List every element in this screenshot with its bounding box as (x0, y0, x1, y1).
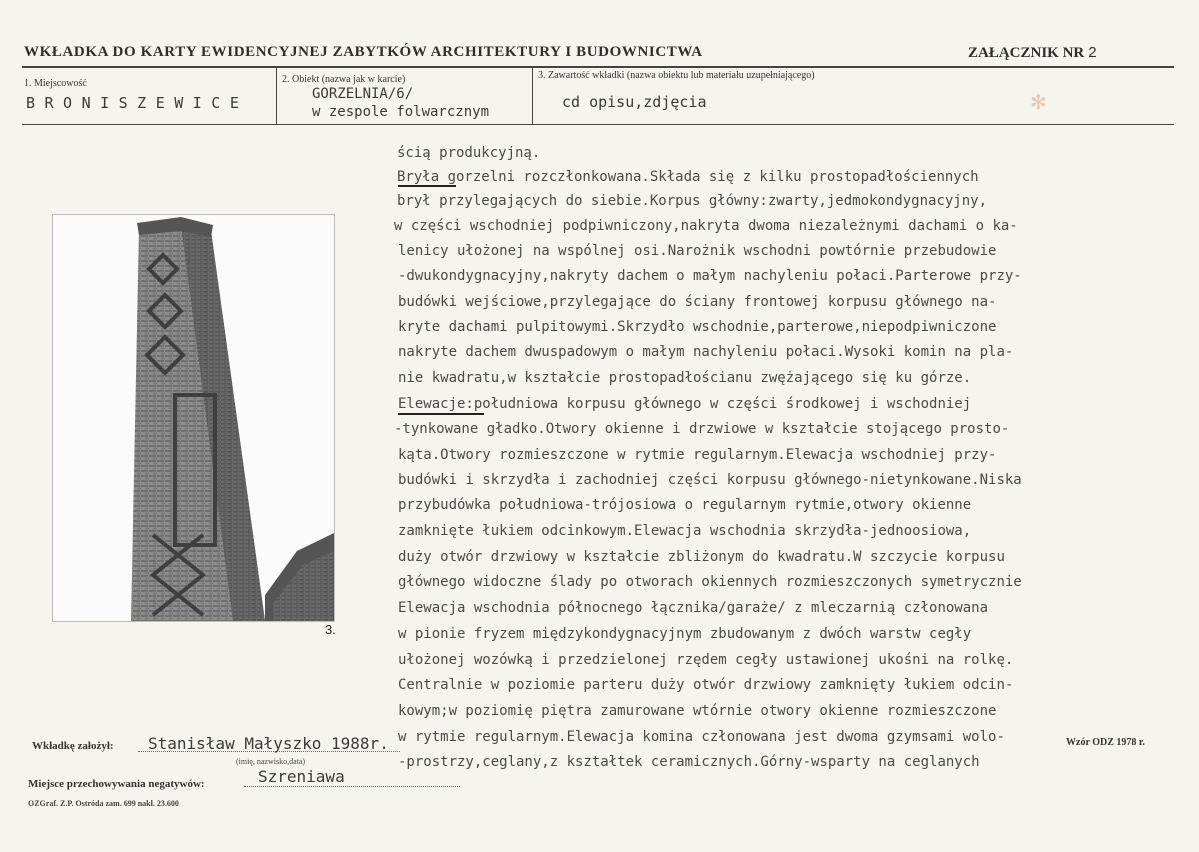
content-value: cd opisu,zdjęcia (562, 93, 707, 111)
header-top-rule (22, 66, 1174, 68)
text-line: -dwukondygnacyjny,nakryty dachem o małym nachyleniu połaci.Parterowe przy- (398, 268, 1022, 284)
text-line: nie kwadratu,w kształcie prostopadłościanu zwężającego się ku górze. (398, 370, 972, 386)
text-line: głównego widoczne ślady po otworach okiennych rozmieszczonych symetrycznie (398, 574, 1022, 590)
text-line: Bryła gorzelni rozczłonkowana.Składa się z kilku prostopadłościennych (397, 169, 979, 185)
text-line: przybudówka południowa-trójosiowa o regularnym rytmie,otwory okienne (398, 497, 972, 513)
chimney-photo (52, 214, 335, 622)
author-label: Wkładkę założył: (32, 740, 114, 752)
field-divider-2 (532, 66, 533, 124)
place-label: 1. Miejscowość (24, 78, 87, 89)
text-line: lenicy ułożonej na wspólnej osi.Narożnik wschodni powtórnie przebudowie (398, 243, 997, 259)
text-line: budówki i skrzydła i zachodniej części korpusu głównego-nietynkowane.Niska (398, 472, 1022, 488)
text-line: kąta.Otwory rozmieszczone w rytmie regularnym.Elewacja wschodniej przy- (398, 447, 997, 463)
text-line: budówki wejściowe,przylegające do ściany frontowej korpusu głównego na- (398, 294, 997, 310)
author-hint: (imię, nazwisko,data) (236, 757, 306, 766)
text-line: duży otwór drzwiowy w kształcie zbliżonym do kwadratu.W szczycie korpusu (398, 549, 1005, 565)
annex-label: ZAŁĄCZNIK NR (968, 45, 1085, 61)
text-line: w pionie fryzem międzykondygnacyjnym zbudowanym z dwóch warstw cegły (398, 626, 972, 642)
text-line: Elewacja wschodnia północnego łącznika/garaże/ z mleczarnią członowana (398, 600, 989, 616)
text-line: w rytmie regularnym.Elewacja komina członowana jest dwoma gzymsami wolo- (398, 729, 1005, 745)
form-title: WKŁADKA DO KARTY EWIDENCYJNEJ ZABYTKÓW ARCHITEKTURY I BUDOWNICTWA (24, 44, 703, 60)
storage-label: Miejsce przechowywania negatywów: (28, 778, 205, 790)
printer-info: OZGraf. Z.P. Ostróda zam. 699 nakł. 23.600 (28, 799, 179, 808)
field-divider-1 (276, 66, 277, 124)
underline-elewacje (398, 413, 484, 415)
place-value: BRONISZEWICE (26, 94, 249, 112)
object-value-line-1: GORZELNIA/6/ (312, 86, 414, 102)
header-bottom-rule (22, 124, 1174, 125)
object-value-line-2: w zespole folwarcznym (312, 104, 490, 120)
text-line: brył przylegających do siebie.Korpus główny:zwarty,jedmokondygnacyjny, (397, 193, 988, 209)
pattern-label: Wzór ODZ 1978 r. (1066, 737, 1145, 748)
text-line: kryte dachami pulpitowymi.Skrzydło wschodnie,parterowe,niepodpiwniczone (398, 319, 997, 335)
content-label: 3. Zawartość wkładki (nazwa obiektu lub materiału uzupełniającego) (538, 70, 815, 81)
author-dotted-line (138, 751, 400, 752)
stamp-mark-icon: ✻ (1030, 92, 1047, 114)
text-line: nakryte dachem dwuspadowym o małym nachyleniu połaci.Wysoki komin na pla- (398, 344, 1014, 360)
photo-number: 3. (325, 622, 336, 637)
author-value: Stanisław Małyszko 1988r. (148, 734, 389, 753)
annex-number (968, 44, 1097, 62)
text-line: Centralnie w poziomie parteru duży otwór drzwiowy zamknięty łukiem odcin- (398, 677, 1014, 693)
annex-value: 2 (1088, 44, 1097, 61)
text-line: kowym;w poziomię piętra zamurowane wtórnie otwory okienne rozmieszczone (398, 703, 997, 719)
chimney-photo-image (53, 215, 334, 621)
storage-dotted-line (244, 786, 460, 787)
text-line: ścią produkcyjną. (397, 145, 541, 161)
text-line: ułożonej wozówką i przedzielonej rzędem cegły ustawionej ukośni na rolkę. (398, 652, 1014, 668)
text-line: zamknięte łukiem odcinkowym.Elewacja wschodnia skrzydła-jednoosiowa, (398, 523, 972, 539)
text-line: w części wschodniej podpiwniczony,nakryta dwoma niezależnymi dachami o ka- (394, 218, 1018, 234)
text-line: Elewacje:południowa korpusu głównego w części środkowej i wschodniej (398, 396, 972, 412)
underline-bryla (398, 185, 456, 187)
text-line: -prostrzy,ceglany,z kształtek ceramicznych.Górny-wsparty na ceglanych (398, 754, 980, 770)
storage-value: Szreniawa (258, 767, 345, 786)
text-line: -tynkowane gładko.Otwory okienne i drzwiowe w kształcie stojącego prosto- (394, 421, 1010, 437)
object-label: 2. Obiekt (nazwa jak w karcie) (282, 74, 406, 85)
